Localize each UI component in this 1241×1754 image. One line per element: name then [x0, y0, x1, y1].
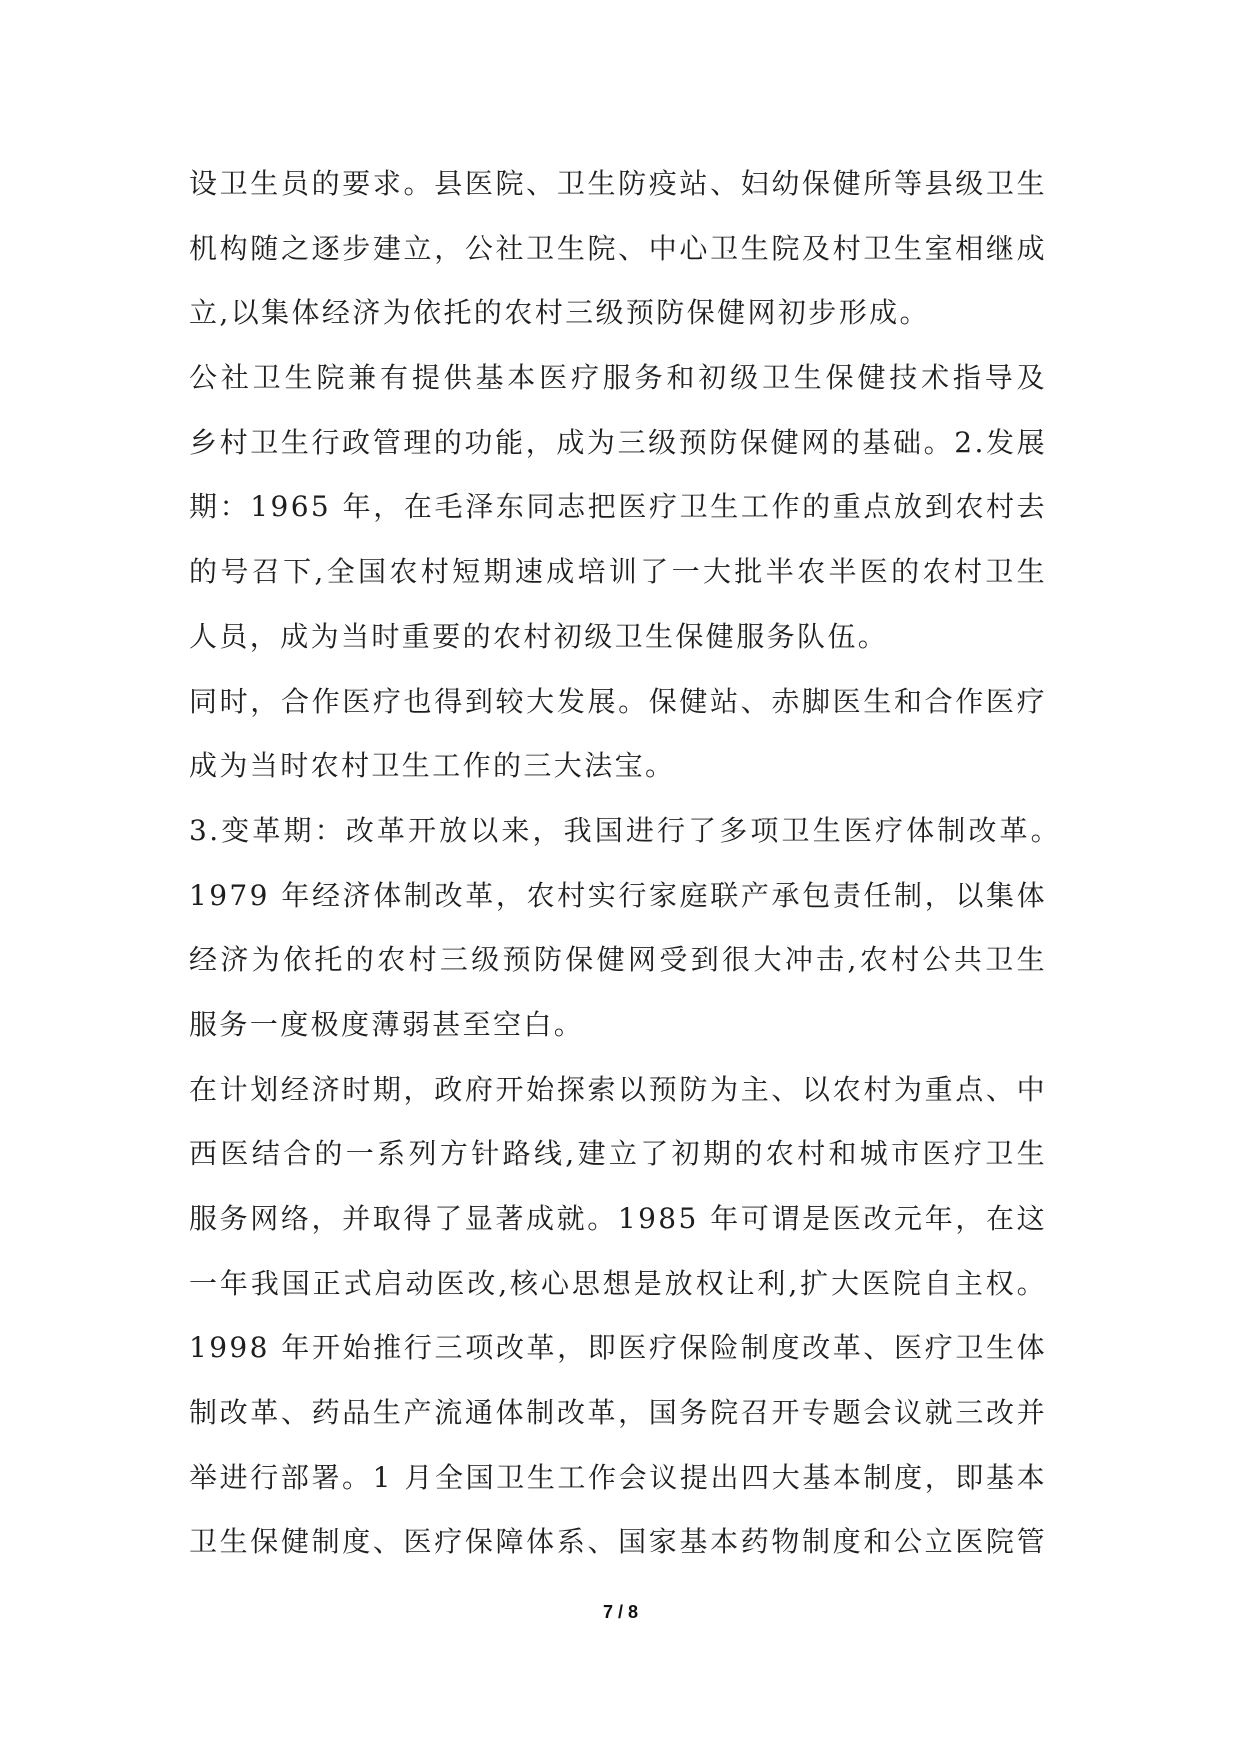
text-line: 立,以集体经济为依托的农村三级预防保健网初步形成。 — [189, 296, 930, 330]
text-line: 3.变革期：改革开放以来，我国进行了多项卫生医疗体制改革。 — [189, 813, 1061, 847]
text-line: 成为当时农村卫生工作的三大法宝。 — [189, 749, 676, 783]
paragraph — [189, 1058, 1047, 1576]
text-line: 机构随之逐步建立，公社卫生院、中心卫生院及村卫生室相继成 — [189, 231, 1047, 265]
body-text — [189, 152, 1061, 1575]
text-line: 设卫生员的要求。县医院、卫生防疫站、妇幼保健所等县级卫生 — [189, 167, 1047, 200]
text-line: 公社卫生院兼有提供基本医疗服务和初级卫生保健技术指导及 — [189, 361, 1047, 395]
text-line: 一年我国正式启动医改,核心思想是放权让利,扩大医院自主权。 — [189, 1266, 1047, 1300]
text-line: 服务一度极度薄弱甚至空白。 — [189, 1007, 585, 1041]
text-line: 服务网络，并取得了显著成就。1985 年可谓是医改元年，在这 — [189, 1202, 1047, 1235]
text-line: 的号召下,全国农村短期速成培训了一大批半农半医的农村卫生 — [189, 555, 1047, 589]
text-line: 1998 年开始推行三项改革，即医疗保险制度改革、医疗卫生体 — [189, 1331, 1047, 1365]
text-line: 卫生保健制度、医疗保障体系、国家基本药物制度和公立医院管 — [189, 1525, 1047, 1559]
text-line: 同时，合作医疗也得到较大发展。保健站、赤脚医生和合作医疗 — [189, 684, 1047, 718]
text-line: 举进行部署。1 月全国卫生工作会议提出四大基本制度，即基本 — [189, 1460, 1047, 1494]
text-line: 期：1965 年，在毛泽东同志把医疗卫生工作的重点放到农村去 — [189, 490, 1047, 524]
text-line: 在计划经济时期，政府开始探索以预防为主、以农村为重点、中 — [189, 1072, 1047, 1106]
page-number: 7 / 8 — [602, 1602, 639, 1622]
text-line: 人员，成为当时重要的农村初级卫生保健服务队伍。 — [189, 619, 889, 653]
paragraph — [189, 670, 1047, 799]
text-line: 经济为依托的农村三级预防保健网受到很大冲击,农村公共卫生 — [189, 943, 1047, 977]
text-line: 制改革、药品生产流通体制改革，国务院召开专题会议就三改并 — [189, 1396, 1047, 1430]
text-line: 西医结合的一系列方针路线,建立了初期的农村和城市医疗卫生 — [189, 1137, 1047, 1171]
text-line: 乡村卫生行政管理的功能，成为三级预防保健网的基础。2.发展 — [189, 425, 1047, 459]
paragraph — [189, 152, 1047, 346]
paragraph — [189, 346, 1047, 669]
paragraph — [189, 799, 1061, 1058]
text-line: 1979 年经济体制改革，农村实行家庭联产承包责任制，以集体 — [189, 878, 1047, 912]
